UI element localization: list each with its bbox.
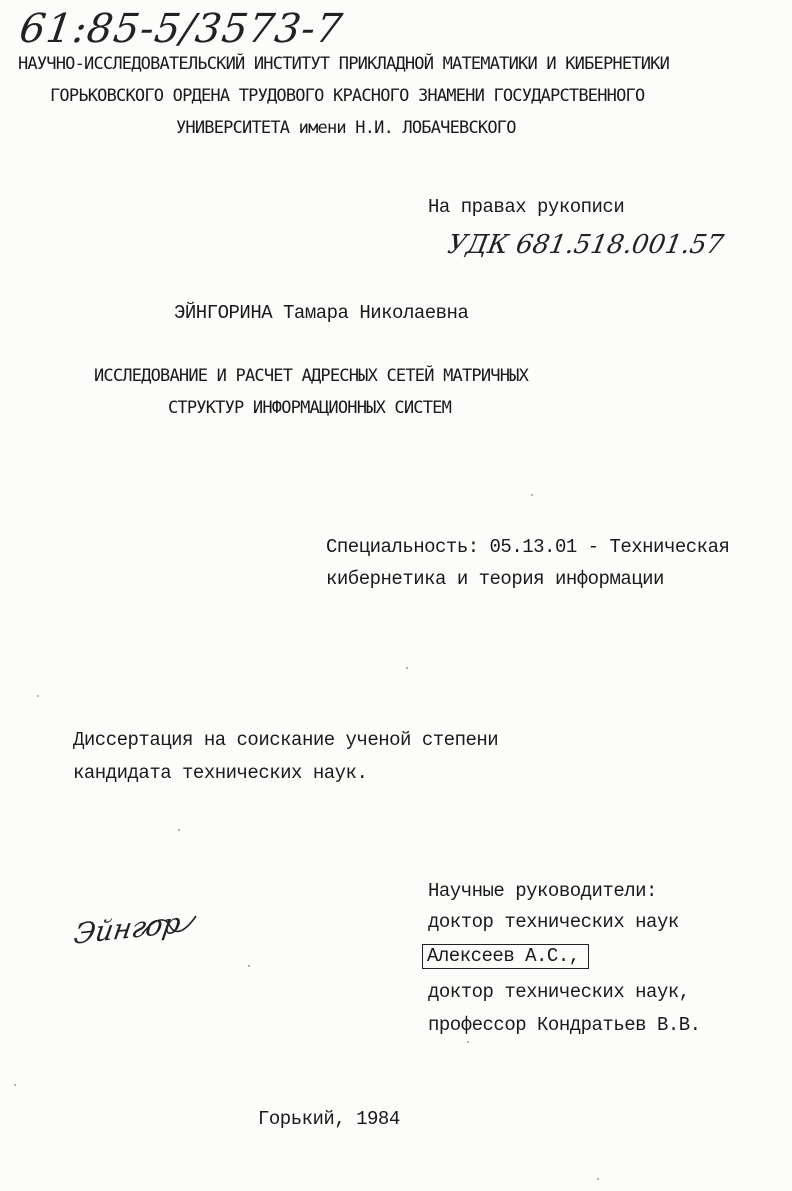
scan-speck — [597, 1178, 599, 1180]
manuscript-rights-note: На правах рукописи — [428, 196, 625, 218]
scan-speck — [406, 667, 408, 669]
advisor-1-degree: доктор технических наук — [428, 911, 679, 933]
author-name: ЭЙНГОРИНА Тамара Николаевна — [174, 302, 469, 324]
scan-speck — [178, 829, 180, 831]
dissertation-title-line-1: ИССЛЕДОВАНИЕ И РАСЧЕТ АДРЕСНЫХ СЕТЕЙ МАТРИЧНЫХ — [94, 366, 529, 386]
degree-statement-line-1: Диссертация на соискание ученой степени — [73, 729, 499, 751]
udk-handwritten: УДК 681.518.001.57 — [445, 230, 726, 260]
author-signature: Эйнгор — [71, 906, 184, 951]
city-year: Горький, 1984 — [258, 1108, 400, 1130]
scan-speck — [14, 1084, 16, 1086]
advisor-2-degree: доктор технических наук, — [428, 981, 690, 1003]
institute-header-line-3: УНИВЕРСИТЕТА имени Н.И. ЛОБАЧЕВСКОГО — [176, 118, 516, 138]
archive-handwritten-mark: 61:85-5/3573-7 — [16, 6, 346, 52]
advisor-1-name-boxed: Алексеев А.С., — [422, 944, 589, 969]
dissertation-title-line-2: СТРУКТУР ИНФОРМАЦИОННЫХ СИСТЕМ — [168, 398, 452, 418]
scan-speck — [467, 1041, 469, 1043]
specialty-line-2: кибернетика и теория информации — [326, 568, 664, 590]
signature-flourish — [140, 912, 200, 942]
specialty-line-1: Специальность: 05.13.01 - Техническая — [326, 536, 730, 558]
advisors-heading: Научные руководители: — [428, 880, 657, 902]
scan-speck — [37, 695, 39, 697]
scan-speck — [248, 965, 250, 967]
institute-header-line-1: НАУЧНО-ИССЛЕДОВАТЕЛЬСКИЙ ИНСТИТУТ ПРИКЛАДНОЙ МАТЕМАТИКИ И КИБЕРНЕТИКИ — [18, 54, 670, 74]
advisor-2-title-name: профессор Кондратьев В.В. — [428, 1014, 701, 1036]
degree-statement-line-2: кандидата технических наук. — [73, 762, 368, 784]
scan-speck — [531, 494, 533, 496]
institute-header-line-2: ГОРЬКОВСКОГО ОРДЕНА ТРУДОВОГО КРАСНОГО ЗНАМЕНИ ГОСУДАРСТВЕННОГО — [50, 86, 645, 106]
